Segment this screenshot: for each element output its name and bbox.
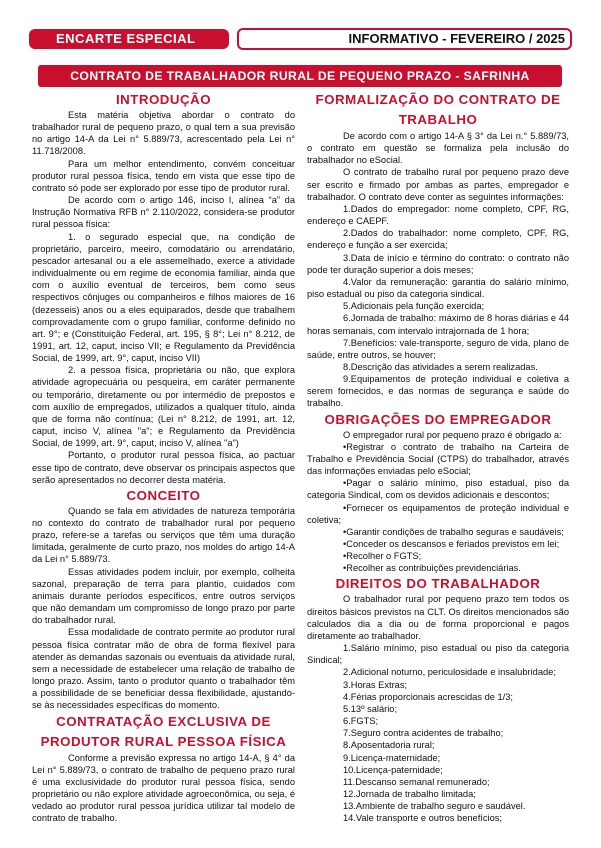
paragraph: Esta matéria objetiva abordar o contrato do trabalhador rural de pequeno prazo, o qual tem a sua previsão no artigo 14-A da Lei n° 5.889/73, acrescentado pela Lei n° 11.718/2008. xyxy=(32,110,295,157)
list-item: 8.Aposentadoria rural; xyxy=(343,740,435,751)
section-title-contratacao-exclusiva: CONTRATAÇÃO EXCLUSIVA DE PRODUTOR RURAL PESSOA FÍSICA xyxy=(40,713,287,749)
list-item: 5.Adicionais pela função exercida; xyxy=(343,301,485,312)
list-item: 2. a pessoa física, proprietária ou não, que explora atividade agropecuária ou pesqueira, em caráter permanente ou temporário, diretamente ou por intermédio de prepostos e com auxílio de empregados, utilizados a qualquer título, ainda que de forma não contínua; (Lei n° 8.212, de 1991, art. 12, caput, inciso V, alínea "a"; e Regulamento da Previdência Social, de 1999, art. 9°, caput, inciso V, alínea "a") xyxy=(32,365,295,449)
article-title-banner: CONTRATO DE TRABALHADOR RURAL DE PEQUENO PRAZO - SAFRINHA xyxy=(38,65,562,87)
section-title-introducao: INTRODUÇÃO xyxy=(115,92,212,107)
list-item: 1. o segurado especial que, na condição de proprietário, parceiro, meeiro, comodatário ou arrendatário, pescador artesanal ou a ele assemelhado, exerce a atividade individualmente ou em regime de economia familiar, ainda que com o auxílio eventual de terceiros, bem como seus respectivos cônjuges ou companheiros e filhos maiores de 16 (dezesseis) anos ou a eles equiparados, desde que trabalhem comprovadamente com o grupo familiar, conforme definido no art. 9°; e (Constituição Federal, art. 195, § 8°; Lei n° 8.212, de 1991, art. 12, caput, inciso VII; e Regulamento da Previdência Social, de 1999, art. 9°, caput, inciso VII) xyxy=(32,231,295,364)
section-title-conceito: CONCEITO xyxy=(126,487,201,503)
list-item: 2.Adicional noturno, periculosidade e insalubridade; xyxy=(343,667,556,678)
section-tag: ENCARTE ESPECIAL xyxy=(29,29,229,49)
list-item: 14.Vale transporte e outros benefícios; xyxy=(343,813,503,824)
paragraph: O trabalhador rural por pequeno prazo tem todos os direitos básicos previstos na CLT. Os direitos mencionados são calculados dia a dia ou de forma proporcional e pagos diretamente ao trabalhador. xyxy=(307,594,569,641)
list-item: •Fornecer os equipamentos de proteção individual e coletiva; xyxy=(307,502,569,525)
list-item: •Recolher as contribuições previdenciárias. xyxy=(343,563,521,574)
issue-label: INFORMATIVO - FEVEREIRO / 2025 xyxy=(237,28,572,50)
list-item: 3.Data de início e término do contrato: o contrato não pode ter duração superior a dois meses; xyxy=(307,252,569,275)
list-item: 4.Férias proporcionais acrescidas de 1/3; xyxy=(343,691,514,702)
list-item: 3.Horas Extras; xyxy=(343,679,408,690)
list-item: 9.Equipamentos de proteção individual e coletiva a serem fornecidos, e das normas de segurança e saúde do trabalho. xyxy=(307,374,569,409)
list-item: 6.Jornada de trabalho: máximo de 8 horas diárias e 44 horas semanais, com intervalo intrajornada de 1 hora; xyxy=(307,313,569,336)
section-title-obrigacoes: OBRIGAÇÕES DO EMPREGADOR xyxy=(324,411,552,427)
list-item: 11.Descanso semanal remunerado; xyxy=(343,776,490,787)
paragraph: O empregador rural por pequeno prazo é obrigado a: xyxy=(343,429,562,440)
list-item: 1.Dados do empregador: nome completo, CPF, RG, endereço e CAEPF. xyxy=(307,203,569,227)
list-item: •Registrar o contrato de trabalho na Carteira de Trabalho e Previdência Social (CTPS) do trabalhador, através das informações enviadas pelo eSocial; xyxy=(307,441,569,477)
list-item: 7.Benefícios: vale-transporte, seguro de vida, plano de saúde, entre outros, se houver; xyxy=(307,337,569,360)
list-item: 12.Jornada de trabalho limitada; xyxy=(343,788,476,799)
list-item: 5.13º salário; xyxy=(343,703,398,714)
right-column xyxy=(307,90,569,824)
list-item: 6.FGTS; xyxy=(343,716,379,727)
list-item: •Conceder os descansos e feriados previstos em lei; xyxy=(343,539,560,549)
paragraph: Conforme a previsão expressa no artigo 14-A, § 4° da Lei n° 5.889/73, o contrato de trabalho de pequeno prazo rural é uma exclusividade do produtor rural pessoa física, sendo proprietário ou não explore atividade agroeconômica, ou seja, é vedado ao produtor rural pessoa jurídica utilizar tal modelo de contrato de trabalho. xyxy=(32,752,295,824)
list-item: 1.Salário mínimo, piso estadual ou piso da categoria Sindical; xyxy=(307,643,569,666)
page-header xyxy=(27,27,572,51)
left-column xyxy=(32,90,295,824)
paragraph: De acordo com o artigo 14-A § 3° da Lei n.° 5.889/73, o contrato em questão se formaliza pela inclusão do trabalhador no eSocial. xyxy=(307,131,569,166)
paragraph: Para um melhor entendimento, convém conceituar produtor rural pessoa física, tendo em vista que esse tipo de contrato só pode ser explorado por esse tipo de produtor rural. xyxy=(32,158,295,193)
paragraph: De acordo com o artigo 146, inciso I, alínea “a” da Instrução Normativa RFB n° 2.110/2022, considera-se produtor rural pessoa física: xyxy=(32,195,295,230)
list-item: 8.Descrição das atividades a serem realizadas. xyxy=(343,361,538,372)
list-item: 9.Licença-maternidade; xyxy=(343,752,441,763)
list-item: 10.Licença-paternidade; xyxy=(343,764,443,775)
paragraph: Portanto, o produtor rural pessoa física, ao pactuar esse tipo de contrato, deve observar os principais aspectos que serão apresentados no decorrer desta matéria. xyxy=(32,450,295,485)
section-title-direitos: DIREITOS DO TRABALHADOR xyxy=(335,576,541,592)
list-item: 7.Seguro contra acidentes de trabalho; xyxy=(343,728,504,739)
paragraph: O contrato de trabalho rural por pequeno prazo deve ser escrito e firmado por ambas as partes, empregador e trabalhador. O contrato deve conter as seguintes informações: xyxy=(307,167,569,202)
paragraph: Quando se fala em atividades de natureza temporária no contexto do contrato de trabalhador rural por pequeno prazo, refere-se a tarefas ou serviços que têm uma duração limitada, geralmente de curto prazo, nos moldes do artigo 14-A da Lei n° 5.889/73. xyxy=(32,505,295,565)
paragraph: Essas atividades podem incluir, por exemplo, colheita sazonal, preparação de terra para plantio, cuidados com animais durante períodos específicos, entre outros serviços que não demandam um compromisso de longo prazo por parte do trabalhador rural. xyxy=(32,566,295,626)
paragraph: Essa modalidade de contrato permite ao produtor rural pessoa física contratar mão de obra de forma flexível para atender às demandas sazonais ou eventuais da atividade rural, sem a necessidade de estabelecer uma relação de trabalho de longo prazo. Assim, tanto o produtor quanto o trabalhador têm a possibilidade de se beneficiar dessa flexibilidade, ajustando-se às necessidades específicas do momento. xyxy=(32,627,295,711)
list-item: 2.Dados do trabalhador: nome completo, CPF, RG, endereço e função a ser exercida; xyxy=(307,228,569,251)
list-item: •Garantir condições de trabalho seguras e saudáveis; xyxy=(343,526,564,537)
list-item: 4.Valor da remuneração: garantia do salário mínimo, piso estadual ou piso da categoria sindical. xyxy=(307,276,569,300)
list-item: 13.Ambiente de trabalho seguro e saudável. xyxy=(343,801,526,812)
list-item: •Pagar o salário mínimo, piso estadual, piso da categoria Sindical, com os devidos adicionais e descontos; xyxy=(307,478,569,501)
section-title-formalizacao: FORMALIZAÇÃO DO CONTRATO DE TRABALHO xyxy=(315,92,561,127)
list-item: •Recolher o FGTS; xyxy=(343,551,422,562)
